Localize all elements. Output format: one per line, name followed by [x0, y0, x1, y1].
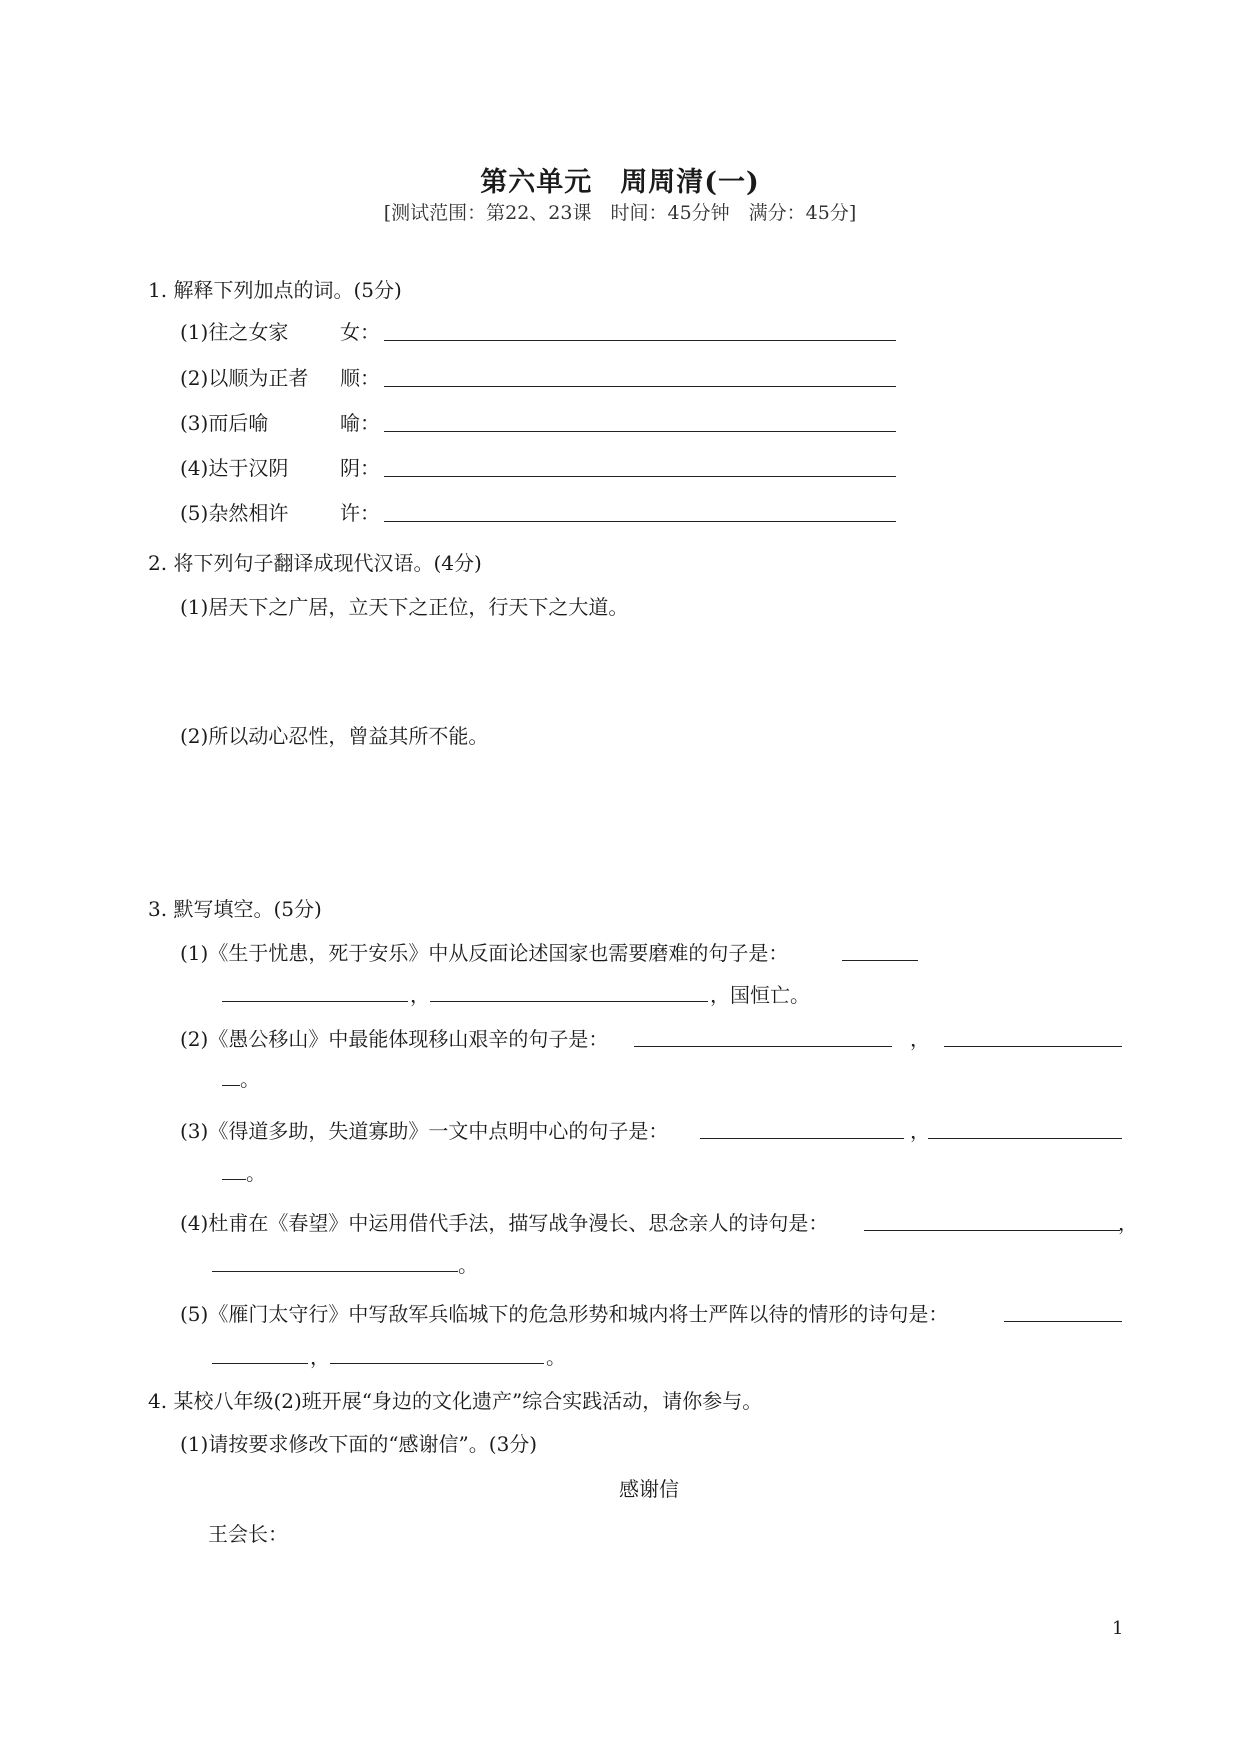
q3-item-1-blank-a[interactable]	[842, 960, 918, 961]
letter-title: 感谢信	[619, 1477, 679, 1501]
q3-item-2-ending: 。	[240, 1067, 260, 1091]
q3-item-4-blank-b[interactable]	[212, 1271, 458, 1272]
q3-item-5: (5)《雁门太守行》中写敌军兵临城下的危急形势和城内将士严阵以待的情形的诗句是：	[180, 1302, 949, 1326]
q2-stem: 2. 将下列句子翻译成现代汉语。(4分)	[148, 551, 482, 575]
letter-salutation: 王会长：	[208, 1522, 288, 1546]
q4-item-1: (1)请按要求修改下面的“感谢信”。(3分)	[180, 1432, 538, 1456]
q2-item-2: (2)所以动心忍性，曾益其所不能。	[180, 724, 489, 748]
q3-item-4-ending: 。	[458, 1253, 478, 1277]
q1-item-2-word: 顺：	[340, 366, 380, 390]
q3-item-3-separator: ，	[910, 1119, 930, 1143]
q1-item-1-word: 女：	[340, 320, 380, 344]
q3-item-3-ending: 。	[246, 1161, 266, 1185]
q1-item-4-answer-blank[interactable]	[384, 476, 896, 477]
q3-item-5-blank-b[interactable]	[212, 1363, 308, 1364]
q3-item-1: (1)《生于忧患，死于安乐》中从反面论述国家也需要磨难的句子是：	[180, 941, 789, 965]
q3-item-4-separator: ，	[1118, 1211, 1138, 1235]
q3-item-5-blank-a[interactable]	[1004, 1321, 1122, 1322]
q1-item-5-phrase: (5)杂然相许	[180, 501, 289, 525]
q3-item-3-blank-a[interactable]	[700, 1138, 904, 1139]
q3-item-5-blank-c[interactable]	[330, 1363, 544, 1364]
q1-item-5-answer-blank[interactable]	[384, 521, 896, 522]
q1-item-2-answer-blank[interactable]	[384, 386, 896, 387]
q3-item-2-blank-b[interactable]	[944, 1046, 1122, 1047]
q1-item-2-phrase: (2)以顺为正者	[180, 366, 309, 390]
page-title: 第六单元 周周清(一)	[480, 167, 760, 198]
test-scope-subtitle: [测试范围：第22、23课 时间：45分钟 满分：45分]	[383, 202, 857, 224]
q1-item-5-word: 许：	[340, 501, 380, 525]
q3-item-5-separator: ，	[310, 1345, 330, 1369]
q3-item-1-separator: ，	[410, 983, 430, 1007]
q3-item-2-blank-a[interactable]	[634, 1046, 892, 1047]
q3-item-2-blank-c[interactable]	[222, 1085, 240, 1086]
q3-item-3: (3)《得道多助，失道寡助》一文中点明中心的句子是：	[180, 1119, 669, 1143]
q1-item-3-phrase: (3)而后喻	[180, 411, 269, 435]
q1-item-4-word: 阴：	[340, 456, 380, 480]
q3-item-3-blank-c[interactable]	[222, 1179, 246, 1180]
q2-item-1: (1)居天下之广居，立天下之正位，行天下之大道。	[180, 595, 629, 619]
q3-item-1-ending: ，国恒亡。	[710, 983, 810, 1007]
q3-item-4: (4)杜甫在《春望》中运用借代手法，描写战争漫长、思念亲人的诗句是：	[180, 1211, 829, 1235]
q4-stem: 4. 某校八年级(2)班开展“身边的文化遗产”综合实践活动，请你参与。	[148, 1389, 763, 1413]
q3-item-1-blank-b[interactable]	[222, 1001, 408, 1002]
q3-item-5-ending: 。	[546, 1345, 566, 1369]
q1-item-4-phrase: (4)达于汉阴	[180, 456, 289, 480]
q1-item-3-answer-blank[interactable]	[384, 431, 896, 432]
page-number: 1	[1112, 1618, 1124, 1639]
q3-item-3-blank-b[interactable]	[928, 1138, 1122, 1139]
q1-item-3-word: 喻：	[340, 411, 380, 435]
q3-item-2: (2)《愚公移山》中最能体现移山艰辛的句子是：	[180, 1027, 609, 1051]
q1-item-1-phrase: (1)往之女家	[180, 320, 289, 344]
q3-item-1-blank-c[interactable]	[430, 1001, 708, 1002]
q3-item-2-separator: ，	[910, 1027, 930, 1051]
q3-item-4-blank-a[interactable]	[864, 1230, 1120, 1231]
q1-stem: 1. 解释下列加点的词。(5分)	[148, 278, 402, 302]
q3-stem: 3. 默写填空。(5分)	[148, 897, 322, 921]
q1-item-1-answer-blank[interactable]	[384, 340, 896, 341]
